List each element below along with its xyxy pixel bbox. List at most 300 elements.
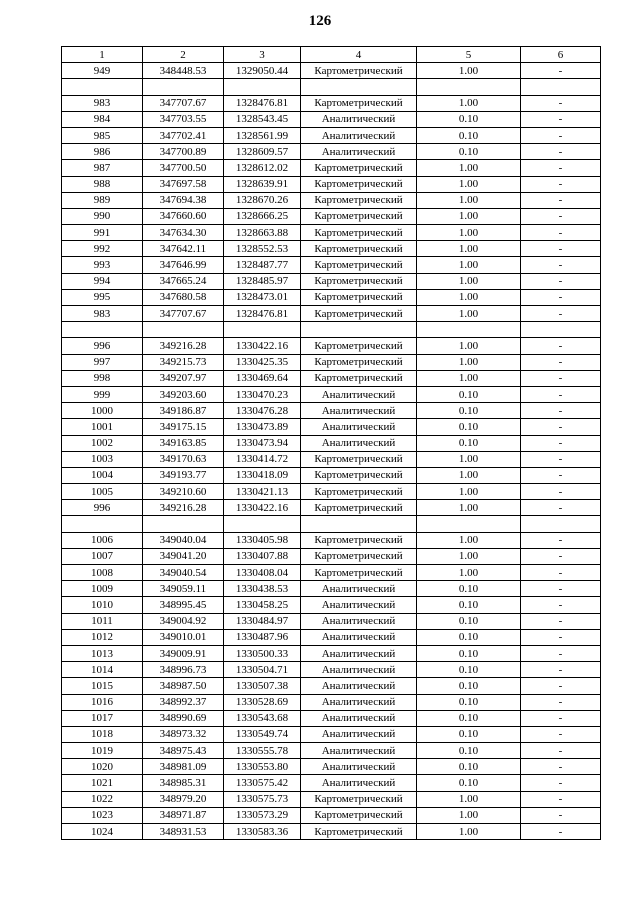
table-cell: 1328670.26 <box>224 192 301 208</box>
table-cell: 0.10 <box>417 662 521 678</box>
table-cell: 349004.92 <box>143 613 224 629</box>
table-cell: Аналитический <box>301 127 417 143</box>
table-row <box>62 645 601 661</box>
table-cell: 349210.60 <box>143 484 224 500</box>
table-row <box>62 370 601 386</box>
table-cell: 349010.01 <box>143 629 224 645</box>
table-cell: 1330553.80 <box>224 759 301 775</box>
table-cell: 347634.30 <box>143 225 224 241</box>
table-cell: Картометрический <box>301 176 417 192</box>
table-cell: 986 <box>62 144 143 160</box>
table-cell: 1.00 <box>417 370 521 386</box>
table-cell: 1001 <box>62 419 143 435</box>
table-row <box>62 289 601 305</box>
table-row <box>62 322 601 338</box>
table-cell: - <box>521 225 601 241</box>
table-cell: 1021 <box>62 775 143 791</box>
table-cell: 347697.58 <box>143 176 224 192</box>
table-cell: Картометрический <box>301 824 417 840</box>
table-row <box>62 257 601 273</box>
table-cell: 1004 <box>62 467 143 483</box>
table-cell: 1330421.13 <box>224 484 301 500</box>
table-cell: Аналитический <box>301 710 417 726</box>
table-cell <box>62 322 143 338</box>
table-cell: Аналитический <box>301 581 417 597</box>
table-cell: 347703.55 <box>143 111 224 127</box>
table-cell: 1330470.23 <box>224 386 301 402</box>
table-cell: Аналитический <box>301 775 417 791</box>
table-cell: Аналитический <box>301 144 417 160</box>
table-cell: 1020 <box>62 759 143 775</box>
table-cell: 0.10 <box>417 694 521 710</box>
table-cell: 993 <box>62 257 143 273</box>
table-row <box>62 807 601 823</box>
table-cell: 1.00 <box>417 95 521 111</box>
table-cell: 997 <box>62 354 143 370</box>
page-number: 126 <box>308 13 332 29</box>
table-cell: - <box>521 370 601 386</box>
table-cell: - <box>521 63 601 79</box>
table-cell: 0.10 <box>417 435 521 451</box>
table-cell: - <box>521 678 601 694</box>
column-header: 6 <box>521 47 601 63</box>
table-cell: Картометрический <box>301 354 417 370</box>
table-row <box>62 338 601 354</box>
table-cell: 348995.45 <box>143 597 224 613</box>
table-cell: 1330473.89 <box>224 419 301 435</box>
table-cell: 983 <box>62 95 143 111</box>
table-cell: 1.00 <box>417 257 521 273</box>
table-cell: 0.10 <box>417 629 521 645</box>
table-cell: 349170.63 <box>143 451 224 467</box>
table-cell: - <box>521 208 601 224</box>
table-cell: 1328476.81 <box>224 306 301 322</box>
table-cell: 1006 <box>62 532 143 548</box>
table-row <box>62 160 601 176</box>
table-cell: 349009.91 <box>143 645 224 661</box>
table-row <box>62 791 601 807</box>
table-row <box>62 225 601 241</box>
table-cell: Картометрический <box>301 63 417 79</box>
table-cell: 349193.77 <box>143 467 224 483</box>
table-cell: 1330476.28 <box>224 403 301 419</box>
table-cell <box>224 79 301 95</box>
table-cell: Аналитический <box>301 403 417 419</box>
table-cell: 1002 <box>62 435 143 451</box>
table-cell <box>224 516 301 532</box>
table-cell: 990 <box>62 208 143 224</box>
table-row <box>62 662 601 678</box>
table-cell: - <box>521 257 601 273</box>
column-header: 5 <box>417 47 521 63</box>
table-cell: 949 <box>62 63 143 79</box>
table-cell: Аналитический <box>301 759 417 775</box>
table-cell: 349175.15 <box>143 419 224 435</box>
table-cell: Аналитический <box>301 743 417 759</box>
table-cell: - <box>521 354 601 370</box>
table-cell: Аналитический <box>301 419 417 435</box>
table-cell: 1007 <box>62 548 143 564</box>
table-cell: - <box>521 435 601 451</box>
table-cell: Картометрический <box>301 241 417 257</box>
table-cell <box>143 516 224 532</box>
table-cell: 987 <box>62 160 143 176</box>
table-cell: - <box>521 403 601 419</box>
table-cell: Аналитический <box>301 629 417 645</box>
table-cell: 0.10 <box>417 645 521 661</box>
table-cell: Картометрический <box>301 791 417 807</box>
table-cell: 1330484.97 <box>224 613 301 629</box>
table-cell: Картометрический <box>301 95 417 111</box>
table-cell: 1014 <box>62 662 143 678</box>
table-cell: Картометрический <box>301 565 417 581</box>
table-cell: 991 <box>62 225 143 241</box>
table-cell <box>521 79 601 95</box>
table-cell: 1328487.77 <box>224 257 301 273</box>
table-cell: 1330507.38 <box>224 678 301 694</box>
table-cell: 347694.38 <box>143 192 224 208</box>
table-cell: Аналитический <box>301 111 417 127</box>
table-cell: 1.00 <box>417 192 521 208</box>
table-cell: 1022 <box>62 791 143 807</box>
table-cell: Картометрический <box>301 451 417 467</box>
table-cell: 1.00 <box>417 306 521 322</box>
table-cell: - <box>521 694 601 710</box>
table-cell: Аналитический <box>301 435 417 451</box>
table-cell: 349203.60 <box>143 386 224 402</box>
table-cell: 348981.09 <box>143 759 224 775</box>
table-cell: Картометрический <box>301 160 417 176</box>
table-cell: 0.10 <box>417 775 521 791</box>
table-cell <box>143 79 224 95</box>
table-cell: 1019 <box>62 743 143 759</box>
table-cell: 1.00 <box>417 484 521 500</box>
table-row <box>62 435 601 451</box>
table-cell: 1330504.71 <box>224 662 301 678</box>
table-cell: - <box>521 597 601 613</box>
table-cell: 1330469.64 <box>224 370 301 386</box>
table-cell: 1012 <box>62 629 143 645</box>
table-cell: 1330405.98 <box>224 532 301 548</box>
table-cell: 1330422.16 <box>224 500 301 516</box>
table-cell: 1.00 <box>417 225 521 241</box>
table-cell: 347700.50 <box>143 160 224 176</box>
table-cell: 1330458.25 <box>224 597 301 613</box>
table-cell: 1328612.02 <box>224 160 301 176</box>
table-cell: - <box>521 386 601 402</box>
table-row <box>62 419 601 435</box>
table-cell: 349215.73 <box>143 354 224 370</box>
table-row <box>62 451 601 467</box>
table-cell: - <box>521 710 601 726</box>
table-cell: Аналитический <box>301 386 417 402</box>
table-cell: 1328543.45 <box>224 111 301 127</box>
table-cell: 1328663.88 <box>224 225 301 241</box>
table-cell: 347680.58 <box>143 289 224 305</box>
table-cell: Аналитический <box>301 726 417 742</box>
table-cell: Картометрический <box>301 306 417 322</box>
table-cell: 347707.67 <box>143 95 224 111</box>
table-cell: 1.00 <box>417 532 521 548</box>
table-cell <box>62 79 143 95</box>
table-cell: - <box>521 484 601 500</box>
table-cell: 1330487.96 <box>224 629 301 645</box>
table-cell: 988 <box>62 176 143 192</box>
table-cell: 1330528.69 <box>224 694 301 710</box>
table-row <box>62 581 601 597</box>
table-cell: 1330555.78 <box>224 743 301 759</box>
table-cell: 1008 <box>62 565 143 581</box>
table-row <box>62 500 601 516</box>
table-row <box>62 241 601 257</box>
table-cell: Картометрический <box>301 484 417 500</box>
table-cell: 1.00 <box>417 63 521 79</box>
table-cell: 349207.97 <box>143 370 224 386</box>
table-cell: 1011 <box>62 613 143 629</box>
table-cell: Картометрический <box>301 500 417 516</box>
table-cell: 992 <box>62 241 143 257</box>
table-cell: 1330414.72 <box>224 451 301 467</box>
table-cell: 347660.60 <box>143 208 224 224</box>
table-cell: 0.10 <box>417 127 521 143</box>
table-cell: Аналитический <box>301 597 417 613</box>
table-cell: 347646.99 <box>143 257 224 273</box>
table-cell: 1330500.33 <box>224 645 301 661</box>
table-cell: - <box>521 532 601 548</box>
table-row <box>62 824 601 840</box>
table-cell: 348990.69 <box>143 710 224 726</box>
table-header-row <box>62 47 601 63</box>
table-cell: 1330418.09 <box>224 467 301 483</box>
table-cell: Картометрический <box>301 807 417 823</box>
table-cell: - <box>521 289 601 305</box>
table-cell: - <box>521 160 601 176</box>
table-cell: 0.10 <box>417 710 521 726</box>
table-cell: - <box>521 743 601 759</box>
coordinates-table <box>61 46 601 840</box>
table-cell: 1023 <box>62 807 143 823</box>
table-cell: 1.00 <box>417 467 521 483</box>
table-cell: 0.10 <box>417 111 521 127</box>
table-row <box>62 127 601 143</box>
table-cell: 1330583.36 <box>224 824 301 840</box>
table-cell <box>301 79 417 95</box>
table-cell: 349186.87 <box>143 403 224 419</box>
table-cell: 1.00 <box>417 241 521 257</box>
table-cell: - <box>521 726 601 742</box>
table-cell: 989 <box>62 192 143 208</box>
table-cell: 349163.85 <box>143 435 224 451</box>
table-cell: Картометрический <box>301 273 417 289</box>
table-cell: Картометрический <box>301 192 417 208</box>
table-cell: Аналитический <box>301 678 417 694</box>
table-cell: - <box>521 791 601 807</box>
table-row <box>62 565 601 581</box>
table-cell: 1330573.29 <box>224 807 301 823</box>
table-cell: - <box>521 451 601 467</box>
table-cell: 1005 <box>62 484 143 500</box>
table-cell: 347642.11 <box>143 241 224 257</box>
table-row <box>62 629 601 645</box>
table-cell: 1330422.16 <box>224 338 301 354</box>
table-cell <box>417 79 521 95</box>
table-cell: 1.00 <box>417 548 521 564</box>
table-cell: Картометрический <box>301 467 417 483</box>
table-cell: 1330575.42 <box>224 775 301 791</box>
table-cell: 349059.11 <box>143 581 224 597</box>
table-cell <box>301 322 417 338</box>
table-cell: 348985.31 <box>143 775 224 791</box>
table-cell: 1.00 <box>417 338 521 354</box>
table-cell: - <box>521 500 601 516</box>
table-cell: - <box>521 662 601 678</box>
table-cell: 0.10 <box>417 419 521 435</box>
table-cell: 0.10 <box>417 386 521 402</box>
table-cell <box>521 322 601 338</box>
table-row <box>62 273 601 289</box>
table-cell: 0.10 <box>417 581 521 597</box>
table-cell: 1003 <box>62 451 143 467</box>
table-cell: 0.10 <box>417 726 521 742</box>
table-cell: 999 <box>62 386 143 402</box>
table-cell: - <box>521 144 601 160</box>
table-cell: 1.00 <box>417 273 521 289</box>
table-cell: 348979.20 <box>143 791 224 807</box>
table-cell: - <box>521 613 601 629</box>
table-row <box>62 95 601 111</box>
table-cell: 348992.37 <box>143 694 224 710</box>
table-row <box>62 176 601 192</box>
table-cell: 349040.04 <box>143 532 224 548</box>
table-cell: 348996.73 <box>143 662 224 678</box>
table-cell: 349041.20 <box>143 548 224 564</box>
table-cell: 1.00 <box>417 500 521 516</box>
table-cell: Картометрический <box>301 257 417 273</box>
table-cell: 347700.89 <box>143 144 224 160</box>
table-cell: 1328476.81 <box>224 95 301 111</box>
table-cell <box>521 516 601 532</box>
table-cell: - <box>521 306 601 322</box>
table-cell: 1.00 <box>417 565 521 581</box>
table-cell: Аналитический <box>301 645 417 661</box>
table-cell: 1024 <box>62 824 143 840</box>
table-cell: 348987.50 <box>143 678 224 694</box>
table-cell <box>224 322 301 338</box>
table-cell: 1330543.68 <box>224 710 301 726</box>
table-cell: 349216.28 <box>143 500 224 516</box>
table-row <box>62 144 601 160</box>
table-cell: 1016 <box>62 694 143 710</box>
table-cell: - <box>521 807 601 823</box>
table-cell: 348975.43 <box>143 743 224 759</box>
table-cell: 0.10 <box>417 743 521 759</box>
table-cell: 1.00 <box>417 160 521 176</box>
table-cell: 0.10 <box>417 144 521 160</box>
table-cell: Картометрический <box>301 289 417 305</box>
table-cell: 348971.87 <box>143 807 224 823</box>
table-cell: Картометрический <box>301 338 417 354</box>
table-row <box>62 597 601 613</box>
table-body <box>62 63 601 840</box>
table-cell: 1015 <box>62 678 143 694</box>
table-cell <box>143 322 224 338</box>
table-cell: Картометрический <box>301 225 417 241</box>
table-cell: 1330407.88 <box>224 548 301 564</box>
table-cell: 1.00 <box>417 824 521 840</box>
table-cell: - <box>521 565 601 581</box>
table-cell: 348931.53 <box>143 824 224 840</box>
table-row <box>62 775 601 791</box>
table-row <box>62 532 601 548</box>
table-row <box>62 694 601 710</box>
table-cell: 1000 <box>62 403 143 419</box>
table-cell: 349216.28 <box>143 338 224 354</box>
table-cell: - <box>521 338 601 354</box>
table-cell: 1328666.25 <box>224 208 301 224</box>
table-row <box>62 467 601 483</box>
table-cell: 1.00 <box>417 807 521 823</box>
table-cell: 1.00 <box>417 791 521 807</box>
table-cell: 1328639.91 <box>224 176 301 192</box>
table-cell: 1018 <box>62 726 143 742</box>
column-header: 1 <box>62 47 143 63</box>
table-row <box>62 79 601 95</box>
table-cell <box>301 516 417 532</box>
table-cell: 1328552.53 <box>224 241 301 257</box>
table-cell: - <box>521 548 601 564</box>
table-cell: 1328609.57 <box>224 144 301 160</box>
table-cell: - <box>521 241 601 257</box>
table-cell: 1330473.94 <box>224 435 301 451</box>
table-row <box>62 403 601 419</box>
table-cell: 994 <box>62 273 143 289</box>
table-row <box>62 111 601 127</box>
table-cell <box>417 516 521 532</box>
table-cell: 0.10 <box>417 597 521 613</box>
table-cell: Аналитический <box>301 662 417 678</box>
table-cell: - <box>521 467 601 483</box>
table-row <box>62 208 601 224</box>
table-cell: 347702.41 <box>143 127 224 143</box>
column-header: 4 <box>301 47 417 63</box>
table-cell: 0.10 <box>417 403 521 419</box>
table-cell: Картометрический <box>301 548 417 564</box>
table-cell: 347665.24 <box>143 273 224 289</box>
table-cell: - <box>521 95 601 111</box>
table-cell: 1017 <box>62 710 143 726</box>
table-cell: 1009 <box>62 581 143 597</box>
table-cell: 0.10 <box>417 678 521 694</box>
table-row <box>62 192 601 208</box>
table-row <box>62 743 601 759</box>
table-cell: Картометрический <box>301 532 417 548</box>
table-cell: 1013 <box>62 645 143 661</box>
table-cell: 1.00 <box>417 354 521 370</box>
table-cell: 349040.54 <box>143 565 224 581</box>
table-cell: 1010 <box>62 597 143 613</box>
table-cell: Аналитический <box>301 694 417 710</box>
table-row <box>62 386 601 402</box>
table-cell: Картометрический <box>301 208 417 224</box>
table-cell: 984 <box>62 111 143 127</box>
table-cell: - <box>521 176 601 192</box>
column-header: 3 <box>224 47 301 63</box>
table-cell: - <box>521 419 601 435</box>
table-cell: - <box>521 127 601 143</box>
table-cell: 1328473.01 <box>224 289 301 305</box>
table-row <box>62 710 601 726</box>
table-cell: 347707.67 <box>143 306 224 322</box>
